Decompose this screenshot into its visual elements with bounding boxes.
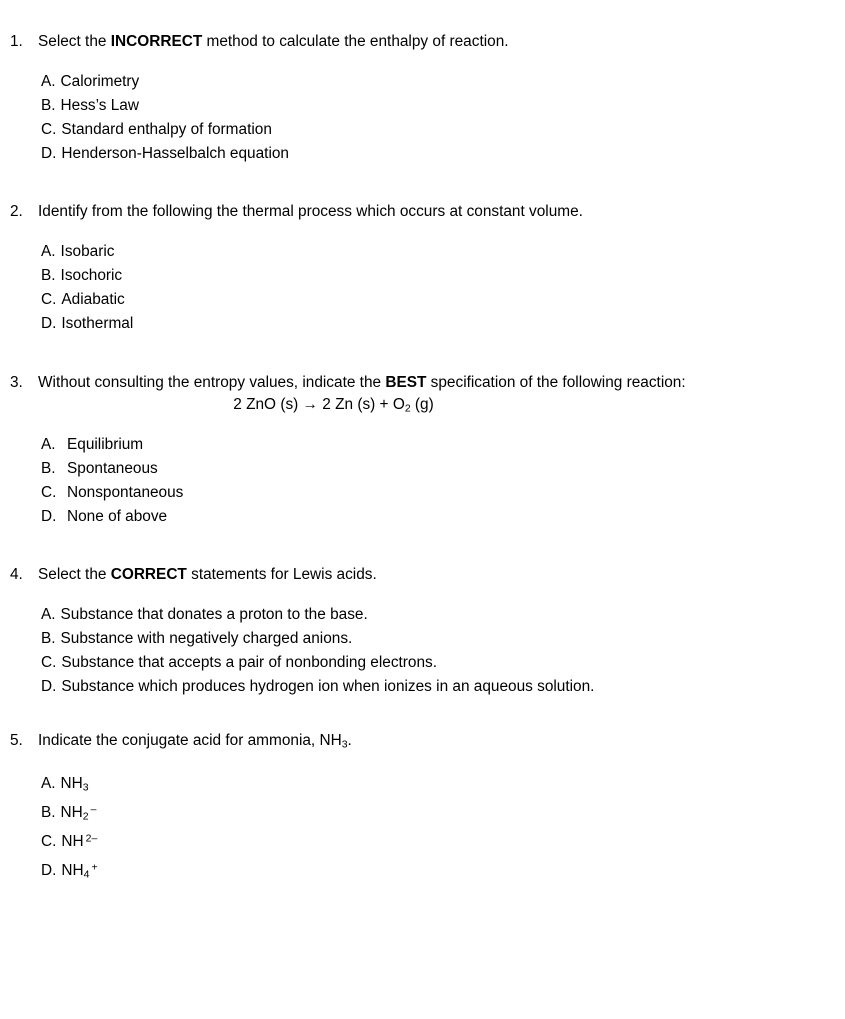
clipped-top-line xyxy=(122,0,552,2)
option-3-a[interactable] xyxy=(41,433,845,457)
option-5-d-formula xyxy=(61,856,97,885)
option-5-c-formula xyxy=(61,827,97,856)
question-4-text xyxy=(38,565,845,585)
question-3-stem xyxy=(10,373,845,393)
option-5-d-subscript: 4 xyxy=(83,869,90,881)
option-1-c-letter: C. xyxy=(41,121,57,138)
option-1-c[interactable] xyxy=(41,118,845,142)
option-5-b-base: NH xyxy=(60,804,83,821)
question-3-text xyxy=(38,373,845,393)
option-3-c-letter: C. xyxy=(41,484,57,501)
option-5-c-letter: C. xyxy=(41,833,57,850)
equation-product1-coefficient: 2 xyxy=(322,396,331,413)
question-1-emphasis: INCORRECT xyxy=(110,33,203,50)
option-4-a-text: Substance that donates a proton to the base. xyxy=(60,606,368,623)
option-1-d[interactable] xyxy=(41,142,845,166)
option-3-a-text: Equilibrium xyxy=(67,436,144,453)
question-4-stem-before: Select the xyxy=(38,566,111,583)
question-4-emphasis: CORRECT xyxy=(110,566,187,583)
option-5-c[interactable] xyxy=(41,827,845,856)
option-5-b-letter: B. xyxy=(41,804,56,821)
question-item-4 xyxy=(0,565,845,699)
option-4-c-letter: C. xyxy=(41,654,57,671)
equation-reactant: ZnO xyxy=(246,396,277,413)
question-item-3 xyxy=(0,373,845,529)
option-4-d-letter: D. xyxy=(41,678,57,695)
option-4-a[interactable] xyxy=(41,603,845,627)
question-5-text xyxy=(38,731,845,751)
option-1-c-text: Standard enthalpy of formation xyxy=(61,121,272,138)
option-5-c-charge: 2– xyxy=(85,833,98,845)
option-5-d-charge: + xyxy=(91,862,98,874)
option-5-a-subscript: 3 xyxy=(82,782,89,794)
question-4-stem-after: statements for Lewis acids. xyxy=(186,566,377,583)
option-5-b-formula xyxy=(61,798,97,827)
equation-reactant-coefficient: 2 xyxy=(233,396,242,413)
question-4-options xyxy=(10,603,845,699)
option-3-d-text: None of above xyxy=(67,508,168,525)
question-5-stem-before: Indicate the conjugate acid for ammonia, NH xyxy=(38,732,342,749)
option-4-c[interactable] xyxy=(41,651,845,675)
option-3-a-letter: A. xyxy=(41,436,56,453)
question-3-stem-before: Without consulting the entropy values, indicate the xyxy=(38,374,386,391)
option-2-d[interactable] xyxy=(41,312,845,336)
option-4-d-text: Substance which produces hydrogen ion when ionizes in an aqueous solution. xyxy=(61,678,595,695)
option-4-d[interactable] xyxy=(41,675,845,699)
question-2-stem xyxy=(10,202,845,222)
option-2-c[interactable] xyxy=(41,288,845,312)
option-1-b-letter: B. xyxy=(41,97,56,114)
question-3-stem-after: specification of the following reaction: xyxy=(426,374,686,391)
option-5-c-base: NH xyxy=(61,833,84,850)
question-1-text xyxy=(38,32,845,52)
option-1-b[interactable] xyxy=(41,94,845,118)
option-2-d-text: Isothermal xyxy=(61,315,134,332)
equation-product1-state: (s) xyxy=(357,396,376,413)
question-5-number: 5. xyxy=(10,732,23,749)
question-4-stem xyxy=(10,565,845,585)
question-5-stem xyxy=(10,731,845,751)
option-1-d-letter: D. xyxy=(41,145,57,162)
option-3-c[interactable] xyxy=(41,481,845,505)
option-5-a-base: NH xyxy=(60,775,83,792)
option-4-b-text: Substance with negatively charged anions. xyxy=(60,630,353,647)
option-1-a-text: Calorimetry xyxy=(60,73,140,90)
question-list xyxy=(0,32,845,885)
question-3-emphasis: BEST xyxy=(385,374,427,391)
option-3-b-text: Spontaneous xyxy=(67,460,158,477)
question-item-2 xyxy=(0,202,845,336)
question-5-stem-subscript: 3 xyxy=(341,739,348,751)
question-2-text: Identify from the following the thermal process which occurs at constant volume. xyxy=(38,203,583,220)
option-2-c-letter: C. xyxy=(41,291,57,308)
chemical-equation xyxy=(10,395,845,415)
equation-arrow-icon: → xyxy=(302,396,318,413)
option-5-a-formula xyxy=(61,769,91,798)
question-3-options xyxy=(10,433,845,529)
option-2-a-letter: A. xyxy=(41,243,56,260)
question-item-5 xyxy=(0,731,845,885)
question-4-number: 4. xyxy=(10,566,23,583)
option-1-a[interactable] xyxy=(41,70,845,94)
question-2-number: 2. xyxy=(10,203,23,220)
option-3-c-text: Nonspontaneous xyxy=(67,484,184,501)
question-3-number: 3. xyxy=(10,374,23,391)
option-3-d[interactable] xyxy=(41,505,845,529)
option-4-b[interactable] xyxy=(41,627,845,651)
equation-reactant-state: (s) xyxy=(280,396,299,413)
option-5-d[interactable] xyxy=(41,856,845,885)
option-2-b-text: Isochoric xyxy=(60,267,123,284)
option-5-d-letter: D. xyxy=(41,862,57,879)
equation-plus-sign: + xyxy=(379,396,389,413)
question-1-number: 1. xyxy=(10,33,23,50)
option-2-a[interactable] xyxy=(41,240,845,264)
option-5-b-subscript: 2 xyxy=(82,811,89,823)
option-3-b[interactable] xyxy=(41,457,845,481)
equation-product1: Zn xyxy=(335,396,354,413)
option-2-a-text: Isobaric xyxy=(60,243,115,260)
option-5-a[interactable] xyxy=(41,769,845,798)
option-5-b-charge: – xyxy=(90,804,97,816)
question-1-stem xyxy=(10,32,845,52)
option-3-b-letter: B. xyxy=(41,460,56,477)
option-2-b-letter: B. xyxy=(41,267,56,284)
option-2-c-text: Adiabatic xyxy=(61,291,125,308)
option-1-d-text: Henderson-Hasselbalch equation xyxy=(61,145,289,162)
question-item-1 xyxy=(0,32,845,166)
question-1-stem-before: Select the xyxy=(38,33,111,50)
option-1-b-text: Hess’s Law xyxy=(60,97,139,114)
question-1-stem-after: method to calculate the enthalpy of reaction. xyxy=(202,33,509,50)
option-5-d-base: NH xyxy=(61,862,84,879)
question-1-options xyxy=(10,70,845,166)
option-4-b-letter: B. xyxy=(41,630,56,647)
option-3-d-letter: D. xyxy=(41,508,57,525)
question-5-options xyxy=(10,769,845,885)
option-2-b[interactable] xyxy=(41,264,845,288)
equation-product2: O xyxy=(392,396,405,413)
equation-product2-state: (g) xyxy=(414,396,434,413)
option-5-a-letter: A. xyxy=(41,775,56,792)
option-4-c-text: Substance that accepts a pair of nonbonding electrons. xyxy=(61,654,438,671)
question-5-stem-after: . xyxy=(347,732,352,749)
question-2-options xyxy=(10,240,845,336)
equation-product2-subscript: 2 xyxy=(404,403,411,415)
option-4-a-letter: A. xyxy=(41,606,56,623)
option-2-d-letter: D. xyxy=(41,315,57,332)
option-5-b[interactable] xyxy=(41,798,845,827)
option-1-a-letter: A. xyxy=(41,73,56,90)
